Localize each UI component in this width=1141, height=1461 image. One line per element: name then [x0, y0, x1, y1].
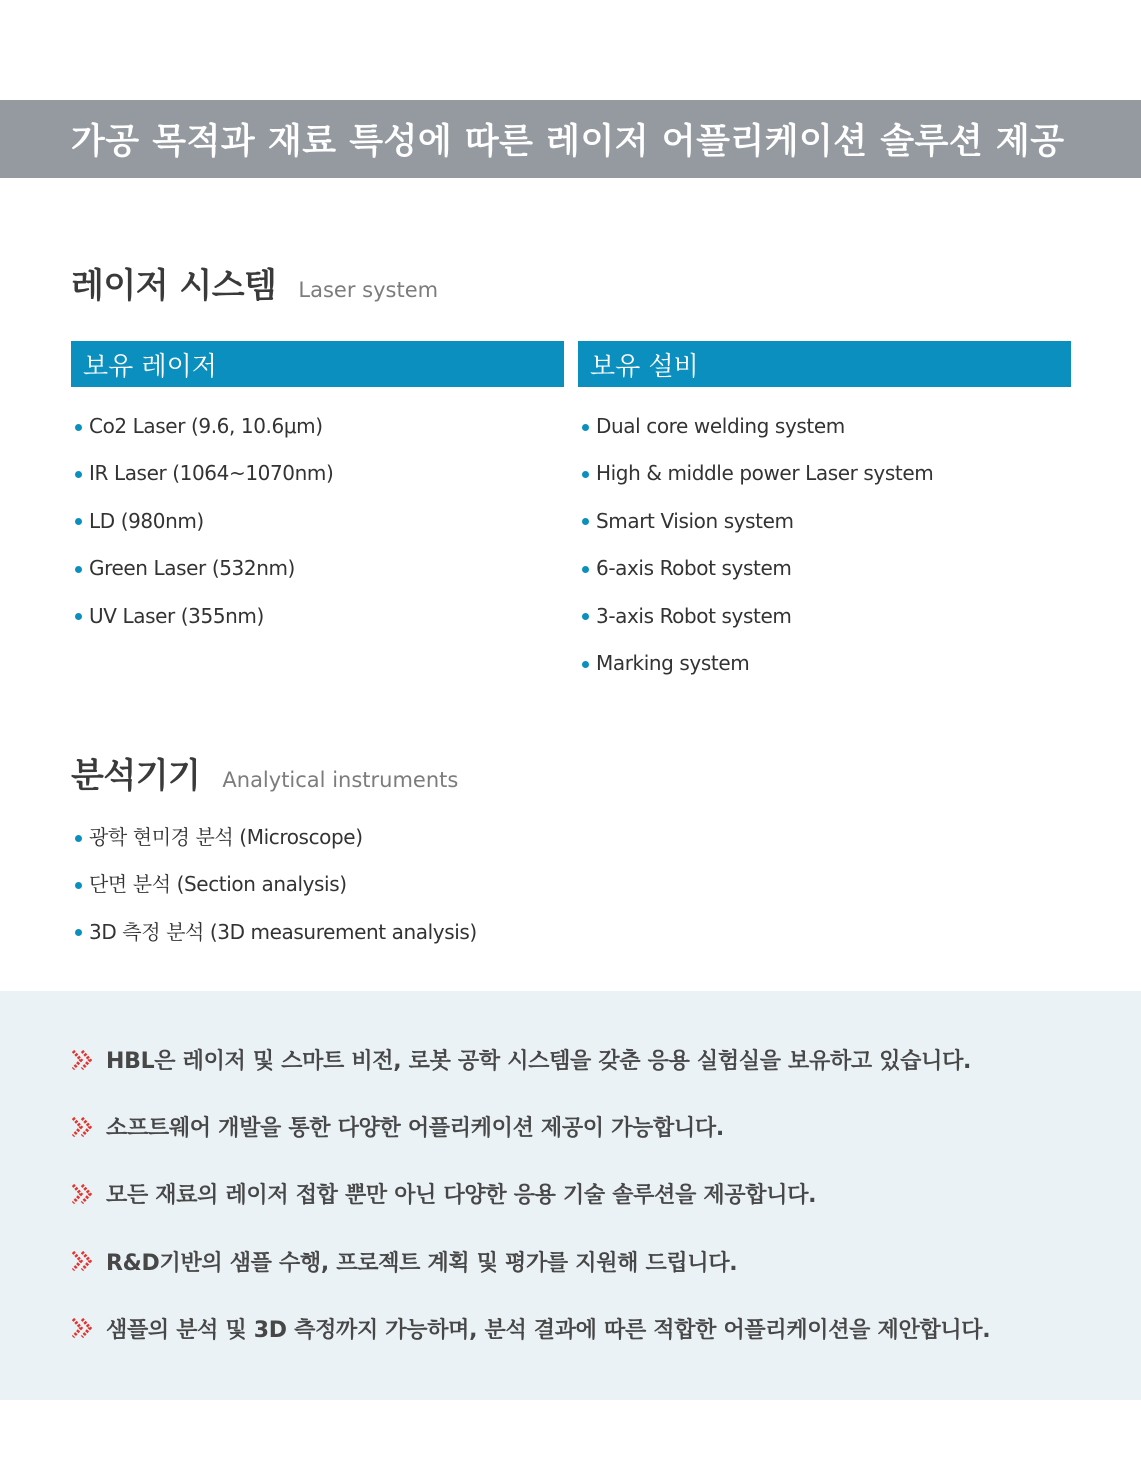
info-item — [70, 1093, 990, 1160]
analytical-heading — [71, 748, 458, 797]
info-item — [70, 1228, 990, 1295]
list-item: High & middle power Laser system — [578, 450, 933, 497]
list-item: 광학 현미경 분석 (Microscope) — [71, 814, 477, 861]
info-list — [70, 1026, 990, 1362]
info-item — [70, 1295, 990, 1362]
list-item: UV Laser (355nm) — [71, 593, 333, 640]
info-item — [70, 1160, 990, 1227]
owned-lasers-header — [71, 341, 564, 387]
laser-system-heading — [71, 258, 438, 307]
info-item — [70, 1026, 990, 1093]
double-chevron-icon — [70, 1183, 94, 1205]
list-item: Dual core welding system — [578, 403, 933, 450]
title-banner — [0, 100, 1141, 178]
list-item: 3D 측정 분석 (3D measurement analysis) — [71, 909, 477, 956]
analytical-list — [71, 814, 477, 956]
info-text: 샘플의 분석 및 3D 측정까지 가능하며, 분석 결과에 따른 적합한 어플리케이션을 제안합니다. — [106, 1317, 991, 1343]
double-chevron-icon — [70, 1250, 94, 1272]
owned-equipment-list — [578, 403, 933, 687]
owned-equipment-header — [578, 341, 1071, 387]
banner-title: 가공 목적과 재료 특성에 따른 레이저 어플리케이션 솔루션 제공 — [71, 122, 1065, 162]
list-item: IR Laser (1064~1070nm) — [71, 450, 333, 497]
list-item: Green Laser (532nm) — [71, 545, 333, 592]
laser-system-title-ko: 레이저 시스템 — [71, 266, 277, 306]
list-item: LD (980nm) — [71, 498, 333, 545]
owned-lasers-heading: 보유 레이저 — [83, 351, 217, 382]
list-item: 6-axis Robot system — [578, 545, 933, 592]
owned-lasers-list — [71, 403, 333, 640]
analytical-title-ko: 분석기기 — [71, 756, 201, 796]
list-item: Co2 Laser (9.6, 10.6μm) — [71, 403, 333, 450]
info-text: HBL은 레이저 및 스마트 비전, 로봇 공학 시스템을 갖춘 응용 실험실을 보유하고 있습니다. — [106, 1049, 972, 1075]
double-chevron-icon — [70, 1317, 94, 1339]
owned-equipment-heading: 보유 설비 — [590, 351, 699, 382]
list-item: 단면 분석 (Section analysis) — [71, 861, 477, 908]
list-item: Marking system — [578, 640, 933, 687]
info-text: 모든 재료의 레이저 접합 뿐만 아닌 다양한 응용 기술 솔루션을 제공합니다. — [106, 1183, 817, 1209]
info-box — [0, 991, 1141, 1400]
list-item: Smart Vision system — [578, 498, 933, 545]
info-text: R&D기반의 샘플 수행, 프로젝트 계획 및 평가를 지원해 드립니다. — [106, 1250, 738, 1276]
double-chevron-icon — [70, 1116, 94, 1138]
list-item: 3-axis Robot system — [578, 593, 933, 640]
info-text: 소프트웨어 개발을 통한 다양한 어플리케이션 제공이 가능합니다. — [106, 1116, 724, 1142]
double-chevron-icon — [70, 1049, 94, 1071]
analytical-title-en: Analytical instruments — [222, 768, 459, 792]
laser-system-title-en: Laser system — [298, 278, 439, 302]
